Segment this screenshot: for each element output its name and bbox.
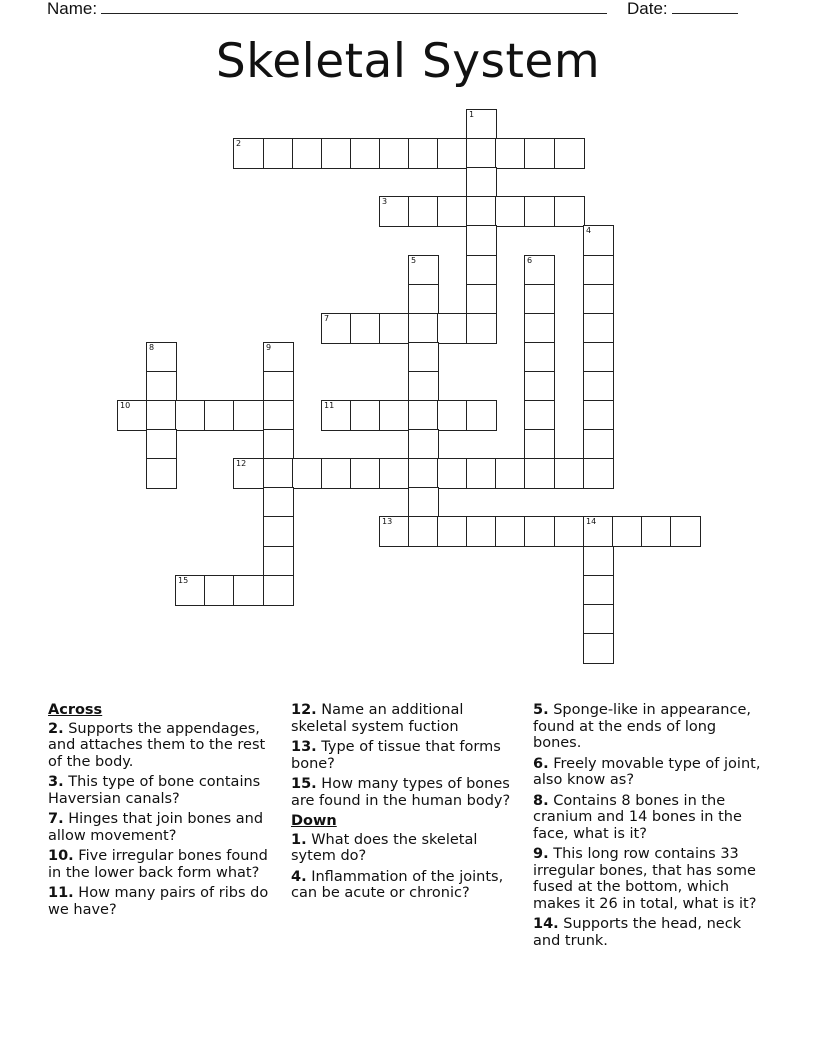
- clue-text: What does the skeletal sytem do?: [291, 831, 478, 864]
- grid-cell[interactable]: [583, 225, 614, 256]
- grid-cell[interactable]: [583, 284, 614, 315]
- page-title: Skeletal System: [215, 34, 601, 89]
- clue-number: 4: [586, 226, 592, 235]
- clue-number-label: 2.: [48, 720, 64, 737]
- grid-cell[interactable]: [583, 546, 614, 577]
- grid-cell[interactable]: [408, 371, 439, 402]
- grid-cell[interactable]: [466, 284, 497, 315]
- grid-cell[interactable]: [612, 516, 643, 547]
- grid-cell[interactable]: [379, 516, 410, 547]
- clue-number-label: 5.: [533, 702, 549, 718]
- clue-number: 6: [527, 256, 533, 265]
- grid-cell[interactable]: [263, 342, 294, 373]
- clue-item: [291, 869, 519, 902]
- clue-text: Sponge-like in appearance, found at the ends of long bones.: [533, 702, 751, 751]
- clue-text: Type of tissue that forms bone?: [291, 739, 501, 772]
- grid-cell[interactable]: [350, 138, 381, 169]
- grid-cell[interactable]: [524, 196, 555, 227]
- grid-cell[interactable]: [554, 458, 585, 489]
- grid-cell[interactable]: [524, 458, 555, 489]
- grid-cell[interactable]: [583, 516, 614, 547]
- clue-text: Hinges that join bones and allow movement?: [48, 811, 264, 844]
- grid-cell[interactable]: [583, 371, 614, 402]
- clue-number: 3: [382, 197, 388, 206]
- grid-cell[interactable]: [437, 138, 468, 169]
- grid-cell[interactable]: [204, 575, 235, 606]
- grid-cell[interactable]: [408, 255, 439, 286]
- clue-text: This long row contains 33 irregular bones, that has some fused at the bottom, which makes it 26 in total, what is it?: [533, 846, 757, 912]
- grid-cell[interactable]: [524, 255, 555, 286]
- clue-number-label: 6.: [533, 755, 549, 772]
- clue-item: [291, 739, 519, 772]
- grid-cell[interactable]: [437, 400, 468, 431]
- grid-cell[interactable]: [495, 458, 526, 489]
- clue-number: 13: [382, 517, 393, 526]
- grid-cell[interactable]: [437, 196, 468, 227]
- grid-cell[interactable]: [233, 458, 264, 489]
- grid-cell[interactable]: [583, 633, 614, 664]
- clue-number-label: 8.: [533, 792, 549, 809]
- clue-number: 2: [236, 139, 242, 148]
- grid-cell[interactable]: [583, 400, 614, 431]
- clue-column-3: [533, 702, 769, 953]
- clue-item: [291, 702, 519, 735]
- grid-cell[interactable]: [466, 255, 497, 286]
- grid-cell[interactable]: [146, 429, 177, 460]
- grid-cell[interactable]: [495, 138, 526, 169]
- section-heading-down: Down: [291, 813, 337, 829]
- clue-text: Contains 8 bones in the cranium and 14 bones in the face, what is it?: [533, 792, 742, 842]
- clue-number-label: 4.: [291, 868, 307, 885]
- grid-cell[interactable]: [204, 400, 235, 431]
- grid-cell[interactable]: [350, 313, 381, 344]
- clue-number: 8: [149, 343, 155, 352]
- grid-cell[interactable]: [583, 575, 614, 606]
- name-label: Name:: [47, 0, 98, 18]
- grid-cell[interactable]: [379, 313, 410, 344]
- grid-cell[interactable]: [524, 429, 555, 460]
- clue-item: [533, 702, 769, 752]
- clue-text: Name an additional skeletal system fuction: [291, 702, 464, 735]
- grid-cell[interactable]: [292, 138, 323, 169]
- clue-number: 5: [411, 256, 417, 265]
- grid-cell[interactable]: [495, 516, 526, 547]
- grid-cell[interactable]: [263, 575, 294, 606]
- grid-cell[interactable]: [408, 487, 439, 518]
- grid-cell[interactable]: [408, 429, 439, 460]
- clue-number-label: 7.: [48, 811, 64, 827]
- clue-text: How many pairs of ribs do we have?: [48, 885, 269, 918]
- clue-text: This type of bone contains Haversian canals?: [48, 774, 261, 807]
- grid-cell[interactable]: [583, 604, 614, 635]
- clue-text: Supports the head, neck and trunk.: [533, 916, 742, 949]
- grid-cell[interactable]: [437, 458, 468, 489]
- grid-cell[interactable]: [408, 196, 439, 227]
- grid-cell[interactable]: [379, 138, 410, 169]
- clue-number: 11: [324, 401, 335, 410]
- grid-cell[interactable]: [146, 342, 177, 373]
- grid-cell[interactable]: [524, 400, 555, 431]
- grid-cell[interactable]: [146, 458, 177, 489]
- grid-cell[interactable]: [350, 458, 381, 489]
- clue-item: [48, 848, 276, 881]
- clue-item: [291, 776, 519, 809]
- clue-number: 15: [178, 576, 189, 585]
- grid-cell[interactable]: [466, 225, 497, 256]
- grid-cell[interactable]: [263, 458, 294, 489]
- grid-cell[interactable]: [263, 429, 294, 460]
- clue-number-label: 10.: [48, 848, 74, 864]
- grid-cell[interactable]: [292, 458, 323, 489]
- grid-cell[interactable]: [466, 516, 497, 547]
- clue-number-label: 13.: [291, 739, 317, 755]
- grid-cell[interactable]: [583, 255, 614, 286]
- grid-cell[interactable]: [408, 342, 439, 373]
- clue-item: [48, 885, 276, 918]
- clue-text: How many types of bones are found in the human body?: [291, 776, 511, 809]
- grid-cell[interactable]: [321, 458, 352, 489]
- grid-cell[interactable]: [175, 575, 206, 606]
- grid-cell[interactable]: [233, 575, 264, 606]
- grid-cell[interactable]: [175, 400, 206, 431]
- grid-cell[interactable]: [233, 138, 264, 169]
- clue-number: 14: [586, 517, 597, 526]
- clue-item: [533, 793, 769, 843]
- clue-number: 12: [236, 459, 247, 468]
- clue-number: 9: [266, 343, 272, 352]
- clue-text: Freely movable type of joint, also know as?: [533, 755, 761, 788]
- grid-cell[interactable]: [524, 342, 555, 373]
- grid-cell[interactable]: [466, 313, 497, 344]
- grid-cell[interactable]: [641, 516, 672, 547]
- date-label: Date:: [627, 0, 668, 18]
- clue-item: [533, 756, 769, 789]
- grid-cell[interactable]: [379, 196, 410, 227]
- clue-item: [48, 721, 276, 771]
- clue-text: Five irregular bones found in the lower back form what?: [48, 848, 268, 881]
- clue-number-label: 3.: [48, 774, 64, 790]
- grid-cell[interactable]: [263, 487, 294, 518]
- grid-cell[interactable]: [408, 284, 439, 315]
- clue-number-label: 14.: [533, 916, 559, 932]
- section-heading-across: Across: [48, 702, 103, 718]
- clue-item: [533, 846, 769, 912]
- clue-column-2: [291, 702, 519, 906]
- grid-cell[interactable]: [524, 313, 555, 344]
- grid-cell[interactable]: [408, 138, 439, 169]
- grid-cell[interactable]: [408, 458, 439, 489]
- clue-item: [48, 811, 276, 844]
- clue-column-1: [48, 702, 276, 922]
- grid-cell[interactable]: [495, 196, 526, 227]
- grid-cell[interactable]: [146, 371, 177, 402]
- clue-number: 10: [120, 401, 131, 410]
- grid-cell[interactable]: [524, 516, 555, 547]
- clue-number-label: 12.: [291, 702, 317, 718]
- grid-cell[interactable]: [233, 400, 264, 431]
- grid-cell[interactable]: [437, 313, 468, 344]
- grid-cell[interactable]: [408, 400, 439, 431]
- grid-cell[interactable]: [583, 458, 614, 489]
- grid-cell[interactable]: [321, 400, 352, 431]
- grid-cell[interactable]: [350, 400, 381, 431]
- grid-cell[interactable]: [583, 429, 614, 460]
- grid-cell[interactable]: [117, 400, 148, 431]
- grid-cell[interactable]: [524, 371, 555, 402]
- grid-cell[interactable]: [466, 458, 497, 489]
- grid-cell[interactable]: [554, 138, 585, 169]
- grid-cell[interactable]: [466, 167, 497, 198]
- grid-cell[interactable]: [408, 516, 439, 547]
- grid-cell[interactable]: [263, 400, 294, 431]
- grid-cell[interactable]: [321, 313, 352, 344]
- grid-cell[interactable]: [263, 138, 294, 169]
- grid-cell[interactable]: [263, 546, 294, 577]
- grid-cell[interactable]: [524, 138, 555, 169]
- grid-cell[interactable]: [554, 196, 585, 227]
- clue-number-label: 15.: [291, 776, 317, 792]
- grid-cell[interactable]: [583, 342, 614, 373]
- grid-cell[interactable]: [670, 516, 701, 547]
- grid-cell[interactable]: [437, 516, 468, 547]
- grid-cell[interactable]: [263, 371, 294, 402]
- grid-cell[interactable]: [466, 109, 497, 140]
- clue-number-label: 1.: [291, 831, 307, 848]
- grid-cell[interactable]: [146, 400, 177, 431]
- grid-cell[interactable]: [466, 400, 497, 431]
- grid-cell[interactable]: [583, 313, 614, 344]
- grid-cell[interactable]: [379, 458, 410, 489]
- grid-cell[interactable]: [379, 400, 410, 431]
- grid-cell[interactable]: [263, 516, 294, 547]
- clue-number-label: 9.: [533, 846, 549, 862]
- grid-cell[interactable]: [524, 284, 555, 315]
- clue-number: 7: [324, 314, 330, 323]
- grid-cell[interactable]: [408, 313, 439, 344]
- clue-number-label: 11.: [48, 885, 74, 901]
- clue-text: Supports the appendages, and attaches them to the rest of the body.: [48, 720, 266, 770]
- clue-text: Inflammation of the joints, can be acute or chronic?: [291, 868, 504, 901]
- clue-number: 1: [469, 110, 475, 119]
- grid-cell[interactable]: [466, 196, 497, 227]
- grid-cell[interactable]: [554, 516, 585, 547]
- clue-item: [48, 774, 276, 807]
- clue-item: [533, 916, 769, 949]
- grid-cell[interactable]: [466, 138, 497, 169]
- grid-cell[interactable]: [321, 138, 352, 169]
- clue-item: [291, 832, 519, 865]
